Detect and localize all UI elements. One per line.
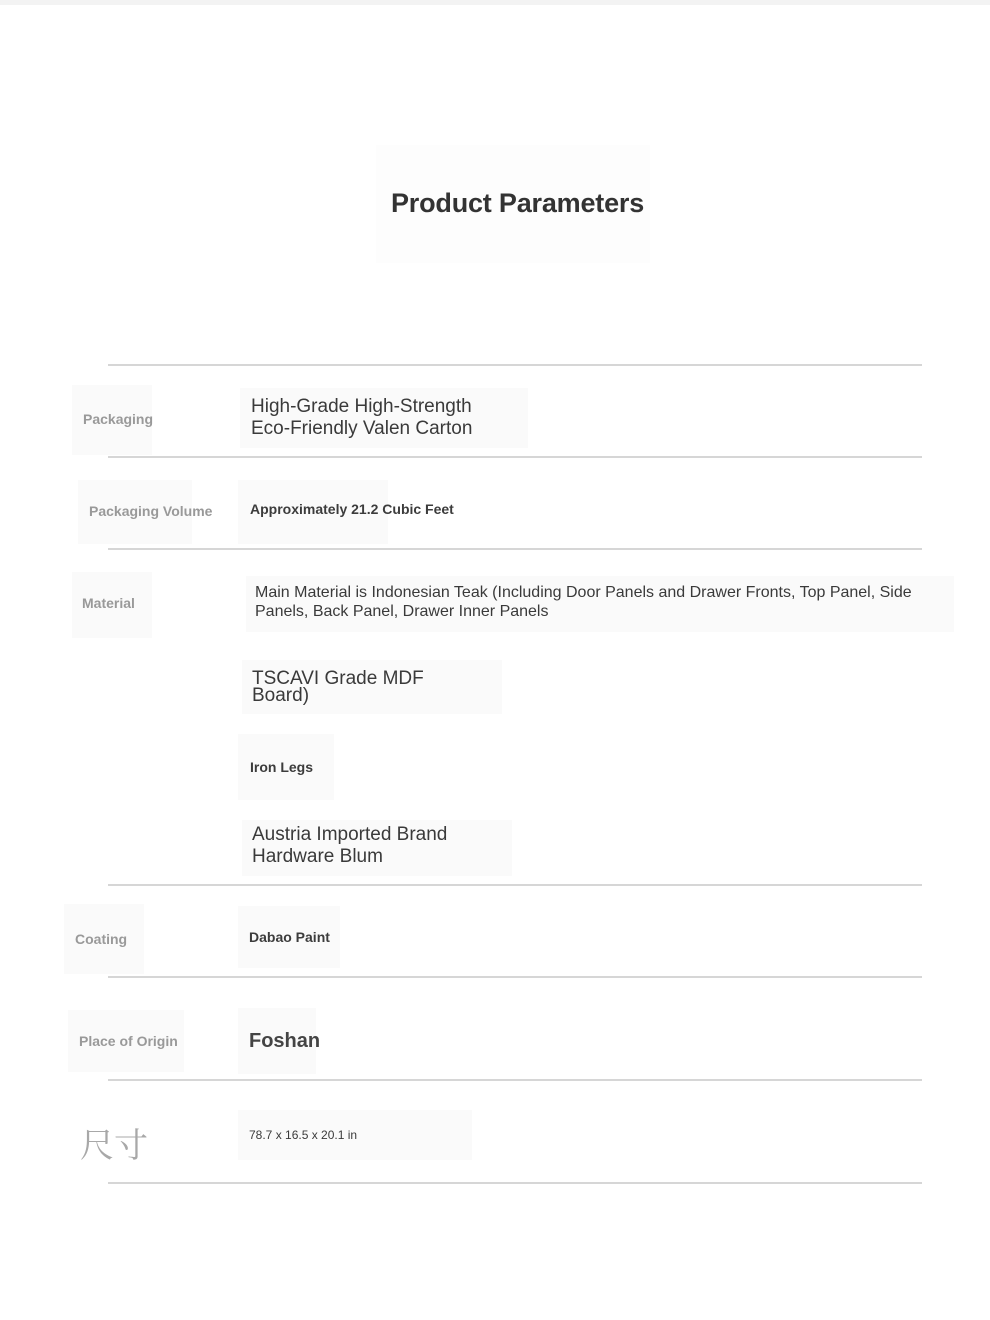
divider — [108, 456, 922, 458]
place-of-origin-value: Foshan — [249, 1030, 321, 1052]
packaging-volume-label: Packaging Volume — [89, 503, 213, 519]
material-mdf-line1: TSCAVI Grade MDF — [252, 668, 424, 689]
divider — [108, 364, 922, 366]
material-label: Material — [82, 595, 135, 611]
packaging-value-line1: High-Grade High-Strength — [251, 396, 472, 417]
divider — [108, 1079, 922, 1081]
packaging-label: Packaging — [83, 411, 154, 427]
material-hardware-line1: Austria Imported Brand — [252, 824, 448, 845]
page-title: Product Parameters — [391, 188, 645, 218]
material-mdf-value — [252, 670, 424, 704]
material-mdf-line2: Board) — [252, 685, 310, 706]
coating-label: Coating — [75, 931, 128, 947]
divider — [108, 548, 922, 550]
divider — [108, 1182, 922, 1184]
divider — [108, 976, 922, 978]
material-legs-value: Iron Legs — [250, 759, 314, 775]
packaging-value — [251, 396, 472, 440]
top-strip — [0, 0, 990, 5]
packaging-value-line2: Eco-Friendly Valen Carton — [251, 418, 473, 439]
size-label: 尺寸 — [80, 1126, 148, 1166]
place-of-origin-label: Place of Origin — [79, 1033, 178, 1049]
material-hardware-line2: Hardware Blum — [252, 846, 383, 867]
material-main-value: Main Material is Indonesian Teak (Including Door Panels and Drawer Fronts, Top Panel, Side Panels, Back Panel, Drawer Inner Panels — [255, 584, 912, 620]
size-value: 78.7 x 16.5 x 20.1 in — [249, 1128, 358, 1142]
divider — [108, 884, 922, 886]
material-hardware-value — [252, 824, 447, 868]
coating-value: Dabao Paint — [249, 929, 330, 945]
packaging-volume-value: Approximately 21.2 Cubic Feet — [250, 501, 454, 517]
